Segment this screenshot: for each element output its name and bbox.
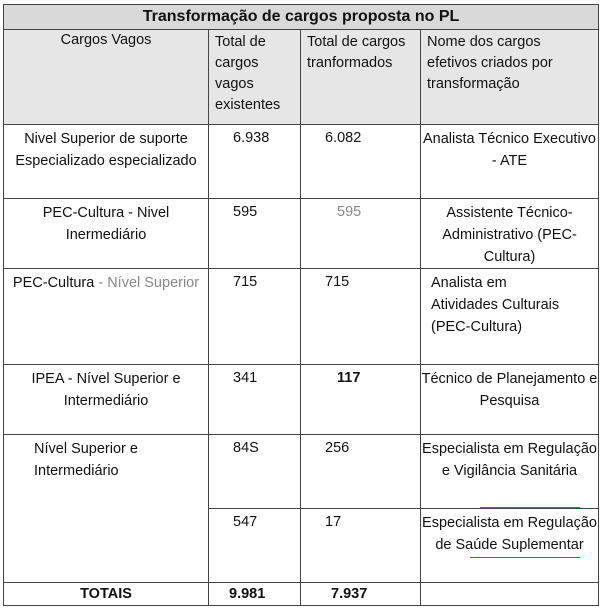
nome-cell: Especialista em Regulação de Saúde Suplementar xyxy=(421,509,599,583)
red-underline-mark xyxy=(470,557,580,558)
cargo-cell-part-b: - Nível Superior xyxy=(98,275,200,291)
transformados-cell: 17 xyxy=(301,509,421,583)
nome-cell: Especialista em Regulação e Vigilância Sanitária xyxy=(421,435,599,509)
totals-vagos: 9.981 xyxy=(209,583,301,606)
nome-cell: Assistente Técnico-Administrativo (PEC-Cultura) xyxy=(421,199,599,269)
header-cargos-vagos: Cargos Vagos xyxy=(4,30,209,125)
header-total-vagos: Total de cargos vagos existentes xyxy=(209,30,301,125)
totals-row xyxy=(4,583,599,606)
cargo-cell: IPEA - Nível Superior e Intermediário xyxy=(4,365,209,435)
red-underline-mark xyxy=(480,507,580,508)
table-row xyxy=(4,125,599,199)
table-row xyxy=(4,365,599,435)
nome-cell: Analista Técnico Executivo - ATE xyxy=(421,125,599,199)
nome-cell: Técnico de Planejamento e Pesquisa xyxy=(421,365,599,435)
cargo-cell: PEC-Cultura - Nivel Inermediário xyxy=(4,199,209,269)
cargo-cell-part-a: PEC-Cultura xyxy=(12,275,95,291)
transformados-cell: 595 xyxy=(301,199,421,269)
table-row xyxy=(4,199,599,269)
cargo-cell: Nivel Superior de suporte Especializado especializado xyxy=(4,125,209,199)
table-row xyxy=(4,269,599,365)
totals-label: TOTAIS xyxy=(4,583,209,606)
vagos-cell: 6.938 xyxy=(209,125,301,199)
cargos-table xyxy=(3,4,599,606)
header-row xyxy=(4,30,599,125)
title-row xyxy=(4,5,599,30)
totals-transformados: 7.937 xyxy=(301,583,421,606)
vagos-cell: 341 xyxy=(209,365,301,435)
table-row xyxy=(4,435,599,509)
vagos-cell: 595 xyxy=(209,199,301,269)
cargo-cell xyxy=(4,269,209,365)
vagos-cell: 84S xyxy=(209,435,301,509)
transformados-cell: 117 xyxy=(301,365,421,435)
table-title: Transformação de cargos proposta no PL xyxy=(4,5,599,30)
transformados-cell: 715 xyxy=(301,269,421,365)
totals-empty xyxy=(421,583,599,606)
transformados-cell: 6.082 xyxy=(301,125,421,199)
cargo-cell: Nível Superior e Intermediário xyxy=(4,435,209,583)
vagos-cell: 715 xyxy=(209,269,301,365)
header-nome-cargos: Nome dos cargos efetivos criados por transformação xyxy=(421,30,599,125)
transformados-cell: 256 xyxy=(301,435,421,509)
nome-cell: Analista em Atividades Culturais (PEC-Cultura) xyxy=(421,269,599,365)
vagos-cell: 547 xyxy=(209,509,301,583)
header-total-transformados: Total de cargos tranformados xyxy=(301,30,421,125)
